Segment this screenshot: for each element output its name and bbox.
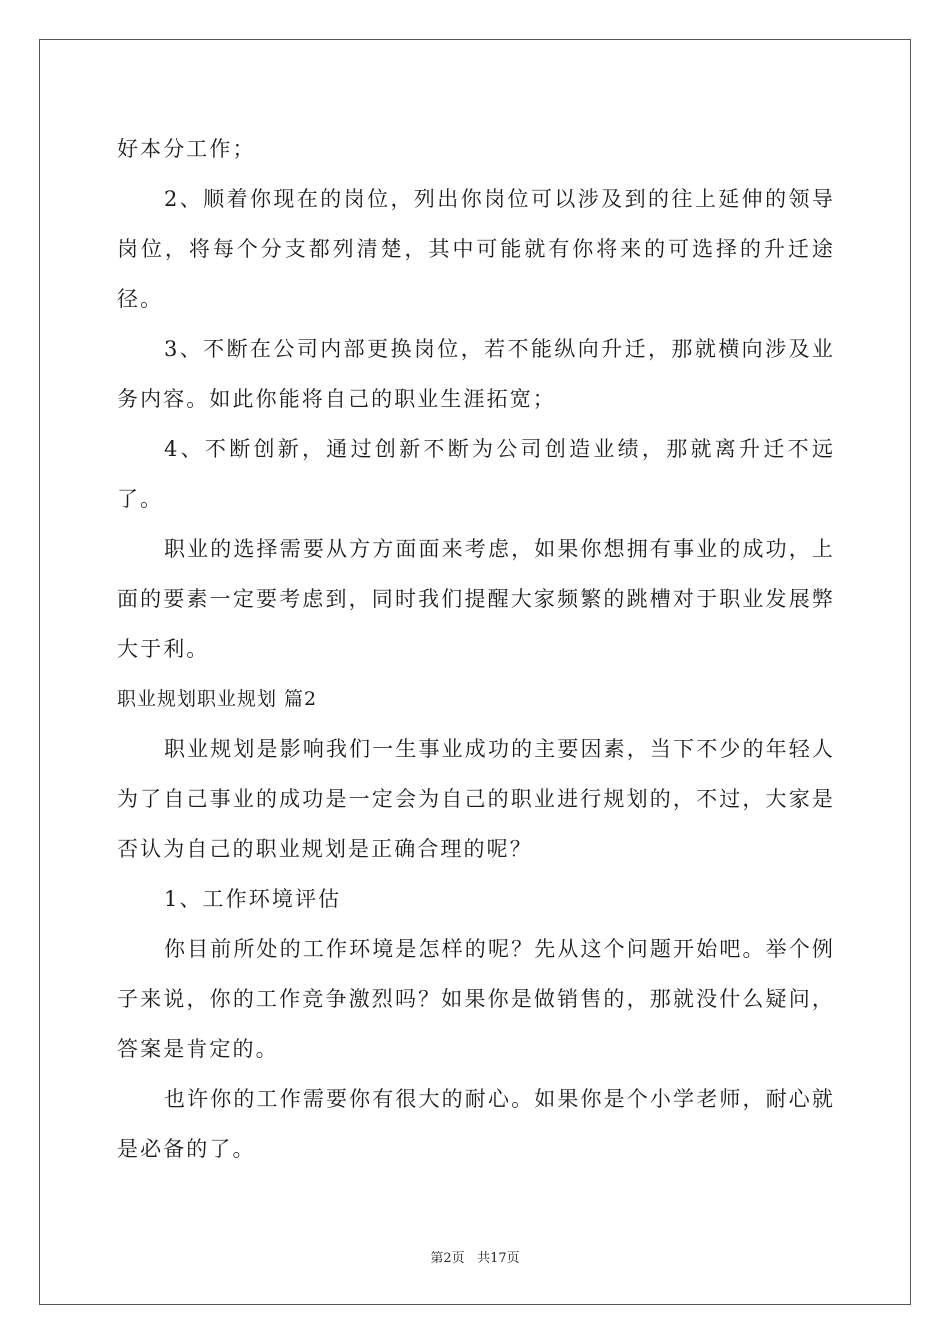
page-footer: [0, 1247, 950, 1266]
page-total: 共17页: [477, 1251, 520, 1266]
section-heading: 职业规划职业规划 篇2: [117, 688, 318, 710]
paragraph-6: 职业规划是影响我们一生事业成功的主要因素，当下不少的年轻人为了自己事业的成功是一定会为自己的职业进行规划的，不过，大家是否认为自己的职业规划是正确合理的呢？: [117, 737, 835, 861]
document-body: [117, 124, 835, 1174]
paragraph-1: 好本分工作；: [117, 137, 256, 161]
paragraph-8: 也许你的工作需要你有很大的耐心。如果你是个小学老师，耐心就是必备的了。: [117, 1087, 835, 1161]
paragraph-4: 4、不断创新，通过创新不断为公司创造业绩，那就离升迁不远了。: [117, 437, 835, 511]
paragraph-3: 3、不断在公司内部更换岗位，若不能纵向升迁，那就横向涉及业务内容。如此你能将自己的职业生涯拓宽；: [117, 337, 835, 411]
paragraph-7: 你目前所处的工作环境是怎样的呢？先从这个问题开始吧。举个例子来说，你的工作竞争激烈吗？如果你是做销售的，那就没什么疑问，答案是肯定的。: [117, 937, 835, 1061]
subheading-work-environment: 1、工作环境评估: [164, 887, 342, 911]
paragraph-5: 职业的选择需要从方方面面来考虑，如果你想拥有事业的成功，上面的要素一定要考虑到，同时我们提醒大家频繁的跳槽对于职业发展弊大于利。: [117, 537, 835, 661]
page-number: 第2页: [430, 1251, 465, 1266]
paragraph-2: 2、顺着你现在的岗位，列出你岗位可以涉及到的往上延伸的领导岗位，将每个分支都列清楚，其中可能就有你将来的可选择的升迁途径。: [117, 187, 835, 311]
